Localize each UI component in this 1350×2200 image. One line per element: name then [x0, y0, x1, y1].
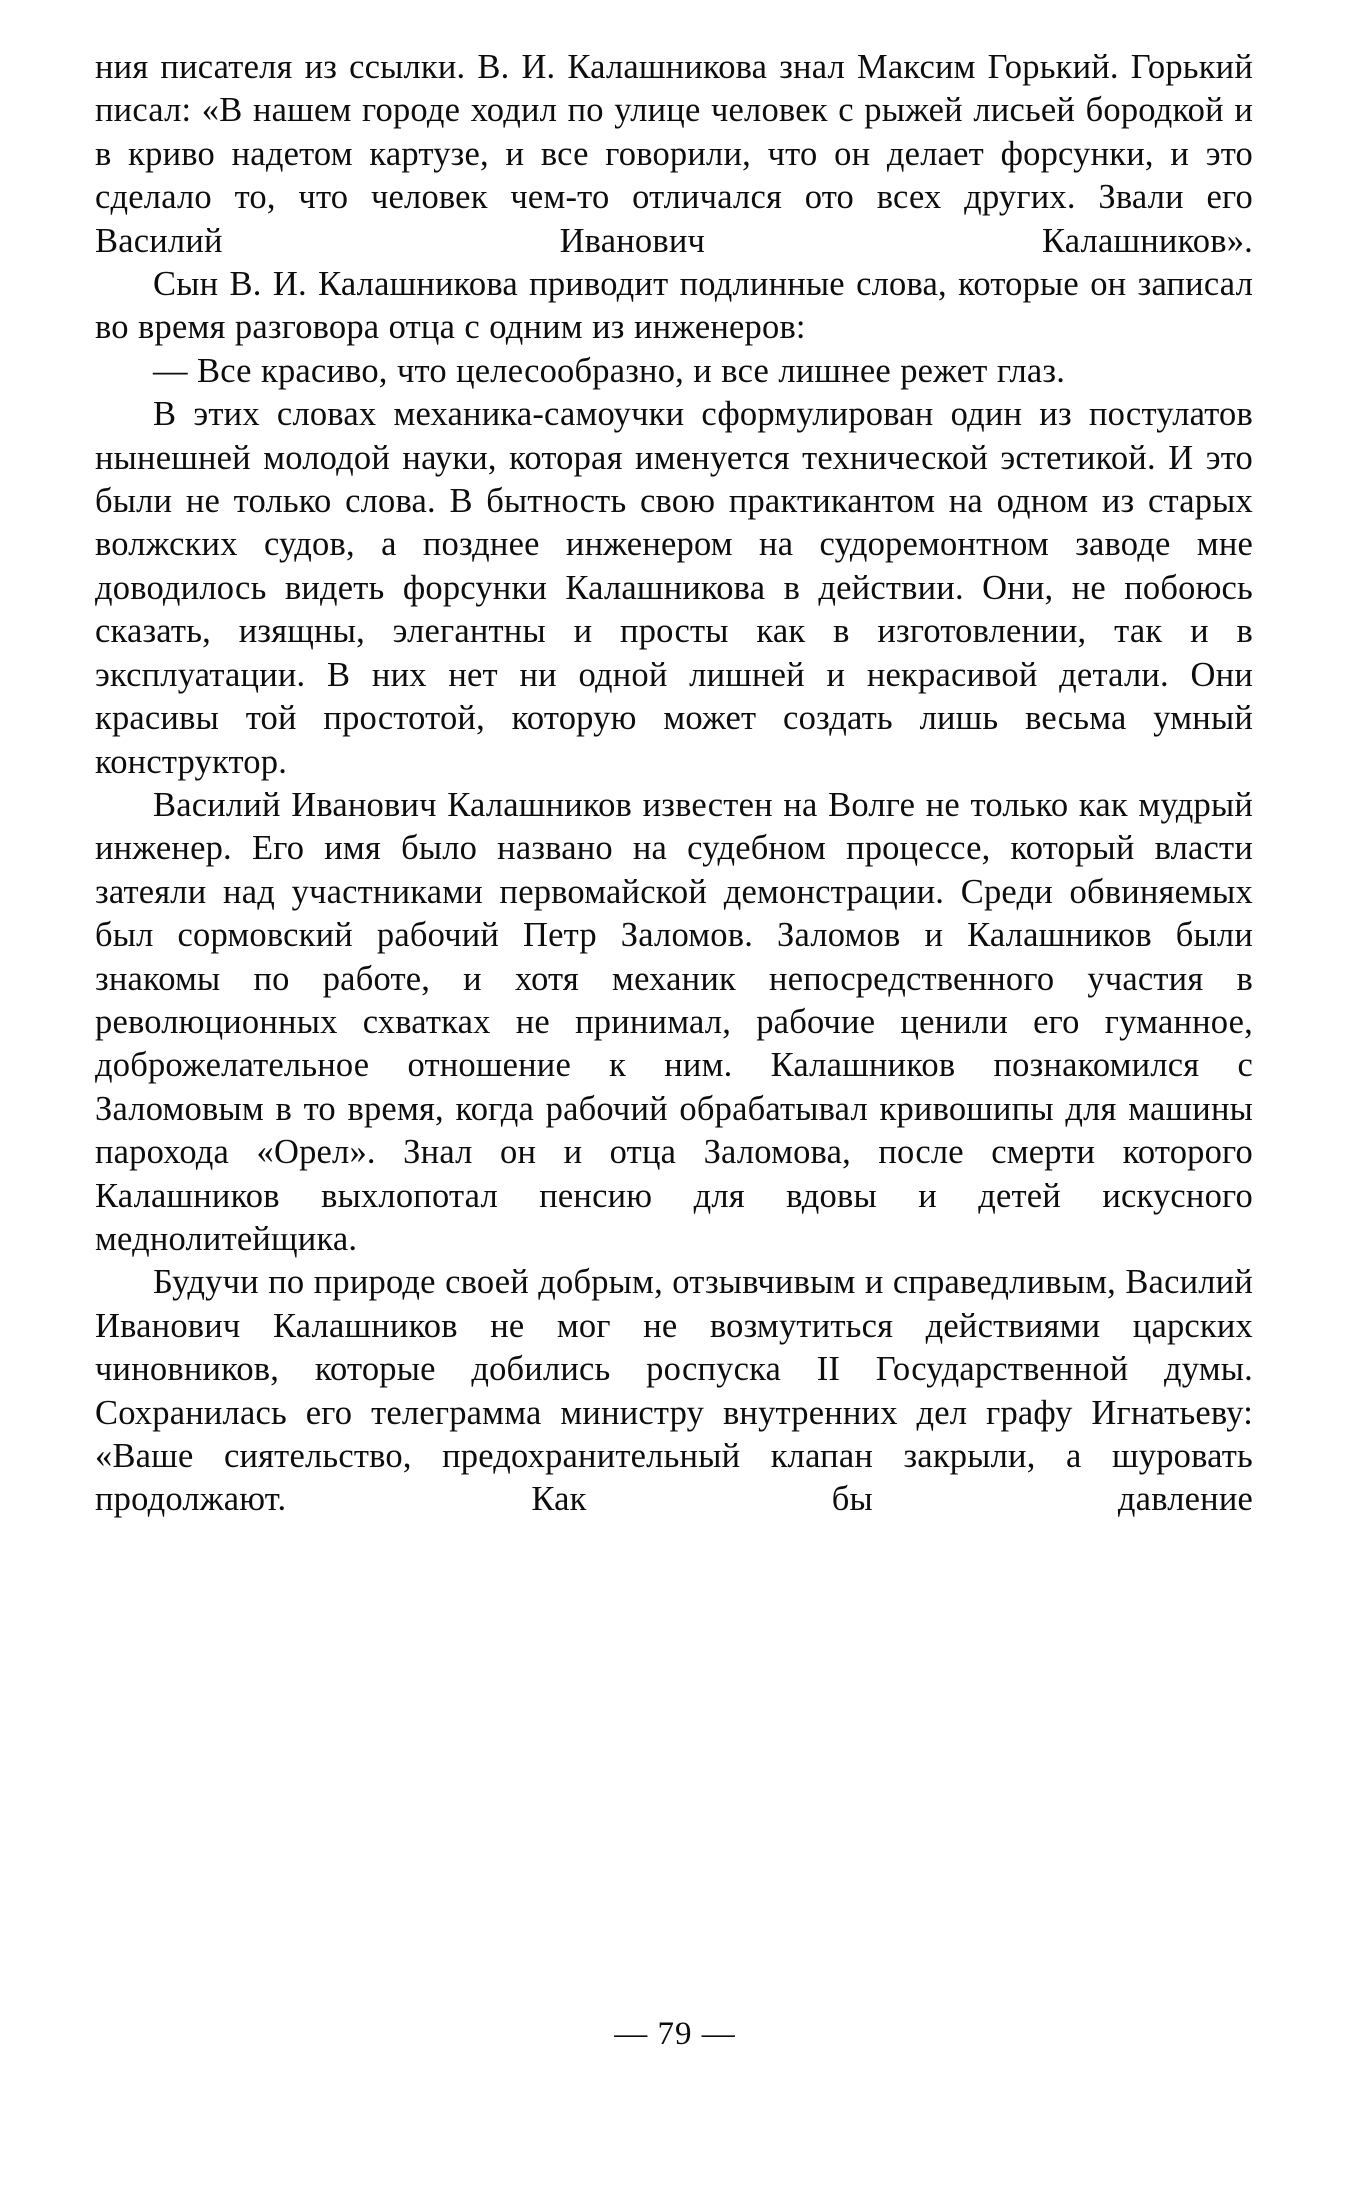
paragraph-continues-next-page: Будучи по природе своей добрым, отзывчивым и справедливым, Василий Иванович Калашников не мог не возмутиться действиями царских чиновников, которые добились роспуска II Государственной думы. Сохранилась его телеграмма министру внутренних дел графу Игнатьеву: «Ваше сиятельство, предохранительный клапан закрыли, а шуровать продолжают. Как бы давление	[95, 1263, 1253, 1519]
paragraph: Сын В. И. Калашникова приводит подлинные слова, которые он записал во время разговора отца с одним из инженеров:	[95, 265, 1253, 347]
paragraph-continued: ния писателя из ссылки. В. И. Калашникова знал Максим Горький. Горький писал: «В нашем городе ходил по улице человек с рыжей лисьей бородкой и в криво надетом картузе, и все говорили, что он делает форсунки, и это сделало то, что человек чем-то отличался ото всех других. Звали его Василий Иванович Калашников».	[95, 48, 1253, 260]
page-body-text	[95, 46, 1253, 1522]
paragraph: Василий Иванович Калашников известен на Волге не только как мудрый инженер. Его имя было названо на судебном процессе, который власти затеяли над участниками первомайской демонстрации. Среди обвиняемых был сормовский рабочий Петр Заломов. Заломов и Калашников были знакомы по работе, и хотя механик непосредственного участия в революционных схватках не принимал, рабочие ценили его гуманное, доброжелательное отношение к ним. Калашников познакомился с Заломовым в то время, когда рабочий обрабатывал кривошипы для машины парохода «Орел». Знал он и отца Заломова, после смерти которого Калашников выхлопотал пенсию для вдовы и детей искусного меднолитейщика.	[95, 785, 1253, 1258]
paragraph-dialogue: — Все красиво, что целесообразно, и все лишнее режет глаз.	[153, 351, 1066, 390]
paragraph: В этих словах механика-самоучки сформулирован один из постулатов нынешней молодой науки, которая именуется технической эстетикой. И это были не только слова. В бытность свою практикантом на одном из старых волжских судов, а позднее инженером на судоремонтном заводе мне доводилось видеть форсунки Калашникова в действии. Они, не побоюсь сказать, изящны, элегантны и просты как в изготовлении, так и в эксплуатации. В них нет ни одной лишней и некрасивой детали. Они красивы той простотой, которую может создать лишь весьма умный конструктор.	[95, 395, 1253, 781]
page-number: — 79 —	[614, 2016, 736, 2052]
